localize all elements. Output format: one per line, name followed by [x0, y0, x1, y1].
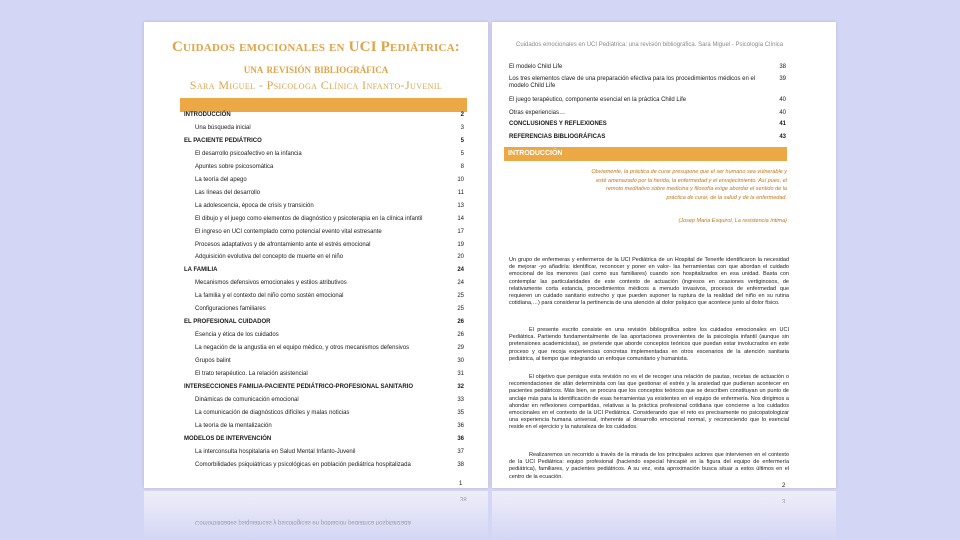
toc-entry[interactable] [144, 267, 488, 278]
toc-entry-page: 26 [457, 319, 464, 326]
toc-entry-title: El juego terapéutico, componente esencial en la práctica Child Life [509, 97, 687, 103]
toc-entry[interactable] [144, 293, 488, 304]
toc-entry[interactable] [492, 76, 836, 92]
toc-entry-page: 29 [457, 345, 464, 352]
toc-entry-page: 32 [457, 383, 464, 390]
toc-entry-title: La negación de la angustia en el equipo médico, y otros mecanismos defensivos [195, 345, 410, 352]
toc-entry-title: El modelo Child Life [509, 64, 563, 70]
epigraph-quote: Obviamente, la práctica de curar presupone que el ser humano sea vulnerable y esté amenazado por la herida, la enfermedad y el envejecimiento. Así pues, el remoto meditativo sobre medicina y filosofía exige abordar el sentido de la práctica de curar, de la salud y de la enfermedad. [591, 169, 787, 201]
toc-entry-page: 25 [457, 306, 464, 313]
page-number: 1 [459, 481, 463, 487]
toc-entry[interactable] [144, 203, 488, 214]
toc-entry-title: EL PACIENTE PEDIÁTRICO [184, 137, 262, 144]
toc-entry[interactable] [492, 134, 836, 144]
toc-entry[interactable] [144, 151, 488, 162]
toc-entry-title: CONCLUSIONES Y REFLEXIONES [509, 121, 607, 127]
document-title: Cuidados emocionales en UCI Pediátrica: [172, 39, 460, 55]
toc-entry[interactable] [144, 436, 488, 447]
epigraph-source: (Josep Maria Esquirol, La resistencia íntima) [678, 218, 787, 224]
toc-entry-page: 33 [457, 396, 464, 403]
toc-entry-page: 37 [457, 448, 464, 455]
toc-entry-title: La interconsulta hospitalaria en Salud Mental Infanto-Juvenil [195, 448, 356, 455]
toc-entry[interactable] [144, 423, 488, 434]
toc-entry[interactable] [144, 358, 488, 369]
toc-entry-title: Los tres elementos clave de una preparación efectiva para los procedimientos médicos en el modelo Child Life [509, 76, 756, 89]
toc-entry-title: INTERSECCIONES FAMILIA-PACIENTE PEDIÁTRICO-PROFESIONAL SANITARIO [184, 383, 414, 390]
toc-entry-page: 19 [457, 241, 464, 248]
toc-entry-page: 41 [779, 121, 786, 127]
page-left [144, 22, 488, 488]
toc-entry-title: REFERENCIAS BIBLIOGRÁFICAS [509, 134, 606, 140]
toc-entry[interactable] [144, 319, 488, 330]
toc-entry-page: 30 [457, 358, 464, 365]
toc-entry-title: El desarrollo psicoafectivo en la infancia [195, 150, 302, 157]
toc-entry[interactable] [492, 121, 836, 131]
title-divider-bar [180, 98, 467, 112]
toc-entry[interactable] [492, 110, 836, 120]
toc-entry[interactable] [144, 306, 488, 317]
toc-entry[interactable] [144, 384, 488, 395]
toc-entry-title: Procesos adaptativos y de afrontamiento ante el estrés emocional [195, 241, 371, 248]
toc-entry-title: Las líneas del desarrollo [195, 189, 261, 196]
toc-entry-title: Esencia y ética de los cuidados [195, 332, 279, 339]
toc-entry-page: 20 [457, 254, 464, 261]
toc-entry-title: El trato terapéutico. La relación asistencial [195, 371, 308, 377]
toc-entry[interactable] [492, 64, 836, 74]
toc-entry-page: 38 [779, 64, 786, 70]
toc-entry-page: 43 [779, 134, 786, 140]
toc-entry-page: 26 [457, 332, 464, 339]
toc-entry[interactable] [144, 138, 488, 149]
page-reflection-right [492, 491, 836, 540]
document-subtitle: una revisión bibliográfica [243, 61, 389, 76]
toc-entry-page: 24 [457, 280, 464, 287]
toc-entry[interactable] [144, 332, 488, 343]
toc-entry-title: Otras experiencias… [509, 110, 566, 116]
toc-entry-title: Grupos balint [195, 358, 231, 365]
toc-entry[interactable] [144, 229, 488, 240]
toc-entry-title: La familia y el contexto del niño como sostén emocional [195, 293, 344, 300]
toc-entry[interactable] [144, 462, 488, 473]
toc-entry[interactable] [144, 397, 488, 408]
toc-entry[interactable] [144, 410, 488, 421]
section-title: INTRODUCCIÓN [508, 150, 563, 157]
toc-entry-page: 36 [457, 422, 464, 429]
toc-entry-page: 11 [457, 189, 464, 196]
toc-entry[interactable] [492, 97, 836, 107]
toc-entry-page: 5 [460, 137, 464, 144]
page-reflection-left [144, 491, 488, 540]
toc-entry-title: Apuntes sobre psicosomática [195, 163, 274, 170]
toc-entry-page: 17 [457, 228, 464, 235]
toc-entry-page: 13 [457, 202, 464, 209]
page-number: 2 [782, 483, 786, 489]
toc-entry-title: Comorbilidades psiquiátricas y psicológicas en población pediátrica hospitalizada [195, 461, 411, 468]
toc-entry-title: Mecanismos defensivos emocionales y estilos atributivos [195, 280, 347, 287]
toc-entry-title: El ingreso en UCI contemplado como potencial evento vital estresante [195, 228, 382, 235]
toc-entry[interactable] [144, 177, 488, 188]
toc-entry[interactable] [144, 345, 488, 356]
paragraph-2: El presente escrito consiste en una revisión bibliográfica sobre los cuidados emocionales en UCI Pediátrica. Partiendo fundamentalmente de las aportaciones provenientes de la psicología infantil (aunque sin pretensiones academicistas), se pretende que aborde conceptos teóricos que puedan estar involucrados en este proceso y que recoja experiencias concretas implementadas en otros escenarios de la atención sanitaria pediátrica, al tiempo que integrando un enfoque comunitario y humanista. [509, 327, 789, 362]
toc-entry-title: La adolescencia, época de crisis y transición [195, 202, 314, 209]
document-author: Sara Miguel - Psicologa Clínica Infanto-Juvenil [189, 78, 443, 92]
toc-entry-title: Adquisición evolutiva del concepto de muerte en el niño [195, 254, 344, 261]
toc-entry-page: 35 [457, 409, 464, 416]
toc-entry[interactable] [144, 190, 488, 201]
toc-entry-title: LA FAMILIA [184, 267, 218, 274]
section-heading-bar [504, 147, 787, 161]
toc-entry-page: 36 [457, 435, 464, 442]
toc-entry-page: 2 [460, 112, 464, 118]
paragraph-4: Realizaremos un recorrido a través de la mirada de los principales actores que intervienen en el contexto de la UCI Pediátrica: equipo profesional (haciendo especial hincapié en la figura del equipo de enfermería pediátrica), familiares, y pacientes pediátricos. A su vez, esta aproximación busca situar a estos últimos en el centro de la ecuación. [509, 452, 789, 480]
paragraph-1: Un grupo de enfermeras y enfermeros de la UCI Pediátrica de un Hospital de Tenerife identificaron la necesidad de mejorar -yo añadiría: identificar, reconocer y poner en valor- las herramientas con que abordan el cuidado emocional de los menores (así como sus familiares) cuando son hospitalizados en esa unidad. Basta con contemplar las particularidades de este contexto de actuación (ingresos en ocasiones vertiginosos, de relativamente corta estancia, procedimientos médicos a menudo invasivos, procesos de enfermedad que requieren un cuidado sanitario estrecho y que pueden suponer la ruptura de la realidad del niño en su rutina cotidiana,…) para considerar la pertinencia de una atención al dolor psíquico que acontece junto al dolor físico. [509, 257, 789, 307]
toc-entry-title: El dibujo y el juego como elementos de diagnóstico y psicoterapia en la clínica infantil [195, 215, 423, 222]
toc-entry[interactable] [144, 112, 488, 123]
toc-entry[interactable] [144, 280, 488, 291]
toc-entry-title: INTRODUCCIÓN [184, 112, 231, 118]
toc-entry[interactable] [144, 449, 488, 460]
running-head: Cuidados emocionales en UCI Pediátrica: una revisión bibliográfica. Sara Miguel - Psicología Clínica [516, 42, 784, 48]
toc-entry[interactable] [144, 254, 488, 265]
toc-entry[interactable] [144, 125, 488, 136]
page-right [492, 22, 836, 488]
toc-entry-page: 38 [457, 461, 464, 468]
toc-entry-page: 25 [457, 293, 464, 300]
toc-entry-page: 40 [779, 97, 786, 103]
toc-entry-title: La comunicación de diagnósticos difíciles y malas noticias [195, 409, 350, 416]
toc-entry-title: Dinámicas de comunicación emocional [195, 396, 299, 403]
toc-entry-page: 14 [457, 215, 464, 222]
toc-entry-page: 31 [457, 371, 464, 377]
toc-entry-page: 8 [460, 163, 464, 170]
toc-entry-page: 5 [460, 150, 464, 157]
toc-entry-page: 10 [457, 176, 464, 183]
toc-entry[interactable] [144, 242, 488, 253]
toc-entry-page: 24 [457, 267, 464, 274]
toc-entry-page: 3 [460, 124, 464, 131]
toc-entry-title: EL PROFESIONAL CUIDADOR [184, 319, 271, 326]
toc-entry-title: Una búsqueda inicial [195, 124, 251, 131]
paragraph-3: El objetivo que persigue esta revisión no es el de recoger una relación de pautas, recetas de actuación o recomendaciones de afán determinista con las que gestionar el estrés y la ansiedad que pudieran acontecer en pacientes pediátricos. Más bien, se procura que los conceptos teóricos que se describen constituyan un punto de anclaje más para la identificación de esas herramientas ya existentes en el equipo de enfermería. Nos dirigimos a ahondar en reflexiones compartidas, relativas a la práctica profesional cotidiana que concierne a los cuidados emocionales en el contexto de la UCI Pediátrica. Considerando que el reto es precisamente no psicopatologizar una experiencia humana universal, inherente al desarrollo emocional normal, y reconociendo que lo esencial reside en el ejercicio y la naturaleza de los cuidados. [509, 374, 789, 431]
toc-entry-title: La teoría del apego [195, 176, 247, 183]
reflection-page-number: 38 [460, 495, 467, 501]
toc-entry-title: MODELOS DE INTERVENCIÓN [184, 435, 272, 442]
toc-entry-page: 40 [779, 110, 786, 116]
toc-entry[interactable] [144, 371, 488, 382]
toc-entry[interactable] [144, 164, 488, 175]
toc-entry-page: 39 [779, 76, 786, 82]
toc-entry-title: Configuraciones familiares [195, 306, 266, 313]
toc-entry-title: La teoría de la mentalización [195, 422, 272, 429]
reflection-page-number: 3 [782, 497, 786, 503]
reflection-text: Comorbilidades psiquiátricas y psicológicas en población pediátrica hospitalizada [195, 519, 411, 525]
toc-entry[interactable] [144, 216, 488, 227]
